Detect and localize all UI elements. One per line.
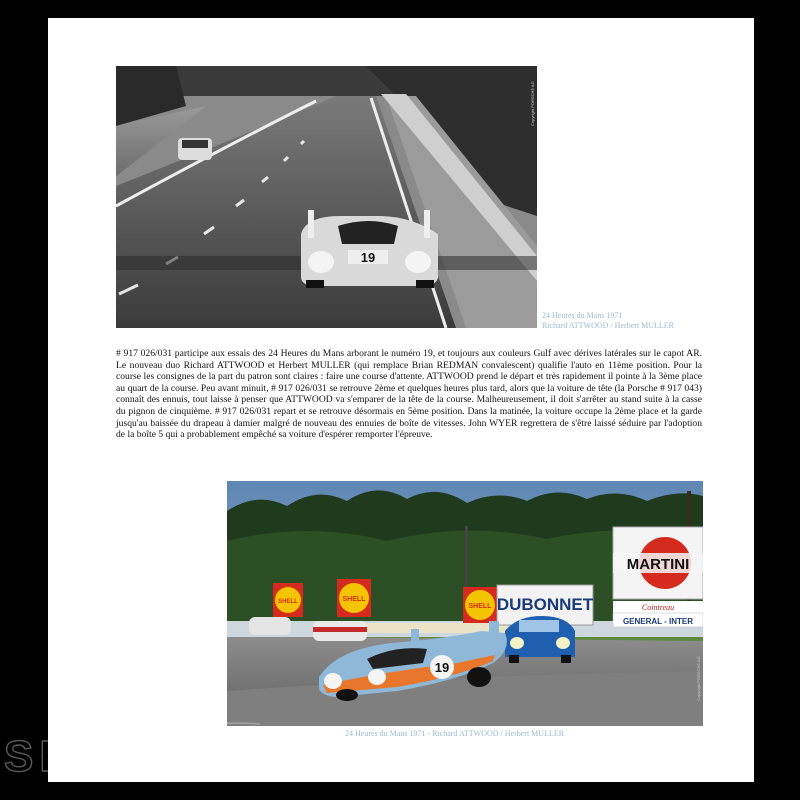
shell-sign-3 (463, 587, 497, 623)
photo-race-corner-illustration (227, 481, 703, 726)
article-body (116, 348, 702, 441)
dubonnet-label: DUBONNET (496, 595, 594, 614)
general-sign (613, 613, 703, 627)
shell-sign-1 (273, 583, 303, 617)
martini-label: MARTINI (626, 556, 690, 573)
martini-sign (613, 527, 703, 599)
shell-label-1: SHELL (278, 599, 298, 605)
caption-top (542, 311, 674, 331)
car-number-top: 19 (360, 250, 376, 265)
photo-race-straight-illustration (116, 66, 537, 328)
car-number-bottom: 19 (434, 660, 450, 675)
cointreau-sign (613, 601, 703, 613)
shell-label-3: SHELL (468, 603, 492, 610)
photo-race-straight (116, 66, 537, 328)
caption-top-line1: 24 Heures du Mans 1971 (542, 311, 623, 320)
car-alpine (505, 616, 575, 663)
copyright-bottom: Copyright PORSCHE AG (696, 656, 701, 701)
watermark-text: SELECTION (4, 732, 310, 781)
cointreau-label: Cointreau (641, 603, 675, 612)
caption-bottom: 24 Heures du Mans 1971 - Richard ATTWOOD / Herbert MULLER (345, 729, 565, 738)
document-page (48, 18, 754, 782)
caption-top-line2: Richard ATTWOOD / Herbert MULLER (542, 321, 674, 330)
general-label: GENERAL - INTER (622, 617, 694, 626)
photo-race-corner (227, 481, 703, 726)
shell-sign-2 (337, 579, 371, 617)
article-paragraph: # 917 026/031 participe aux essais des 24 Heures du Mans arborant le numéro 19, et toujours aux couleurs Gulf avec dérives latérales sur le capot AR. Le nouveau duo Richard ATTWOOD et Herbert MULLER (qui remplace Brian REDMAN convalescent) qualifie l'auto en 11ème position. Pour la course les consignes de la part du patron sont claires : faire une course d'attente. ATTWOOD prend le départ et très rapidement il pointe à la 3ème place au quart de la course. Peu avant minuit, # 917 026/031 se retrouve 2ème et quelques heures plus tard, alors que la voiture de tête (la Porsche # 917 043) connaît des ennuis, tout laisse à penser que ATTWOOD va s'emparer de la tête de la course. Malheureusement, il doit s'arrêter au stand suite à la casse du pignon de cinquième. # 917 026/031 repart et se retrouve désormais en 5ème position. Dans la matinée, la voiture occupe la 2ème place et la garde jusqu'au baissée du drapeau à damier malgré de nouveau des ennuies de boîte de vitesses. John WYER regrettera de s'être laissé séduire par l'adoption de la boîte 5 qui a probablement empêché sa voiture d'espérer remporter l'épreuve. (116, 348, 702, 441)
shell-label-2: SHELL (342, 596, 366, 603)
copyright-top: Copyright PORSCHE AG (530, 81, 535, 126)
